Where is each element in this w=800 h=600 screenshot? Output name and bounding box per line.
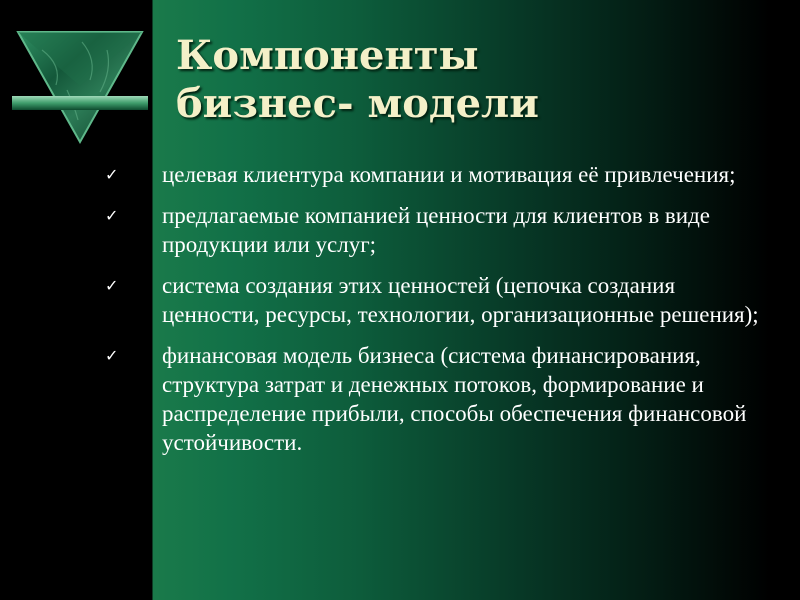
title-line-1: Компоненты xyxy=(176,32,479,79)
checkmark-icon: ✓ xyxy=(105,276,119,295)
bullet-item xyxy=(100,271,770,329)
title-line-2: бизнес- модели xyxy=(176,80,539,127)
bullet-item xyxy=(100,160,770,189)
bullet-text: система создания этих ценностей (цепочка создания ценности, ресурсы, технологии, организационные решения); xyxy=(162,273,759,327)
checkmark-icon: ✓ xyxy=(105,206,119,225)
slide-title xyxy=(176,32,736,128)
checkmark-icon: ✓ xyxy=(105,165,119,184)
bullet-list xyxy=(100,160,770,469)
checkmark-icon: ✓ xyxy=(105,346,119,365)
bullet-item xyxy=(100,201,770,259)
bullet-text: целевая клиентура компании и мотивация её привлечения; xyxy=(162,162,736,187)
bullet-text: финансовая модель бизнеса (система финансирования, структура затрат и денежных потоков, формирование и распределение прибыли, способы обеспечения финансовой устойчивости. xyxy=(162,343,747,455)
bullet-item xyxy=(100,341,770,457)
green-marble-triangle-icon xyxy=(12,30,148,145)
bullet-text: предлагаемые компанией ценности для клиентов в виде продукции или услуг; xyxy=(162,203,711,257)
